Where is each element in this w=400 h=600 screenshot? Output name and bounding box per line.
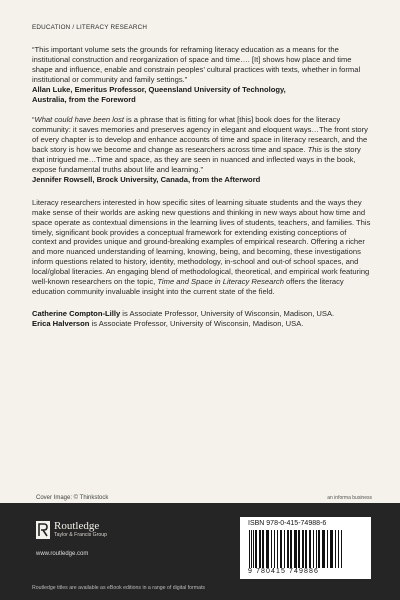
barcode-bar bbox=[335, 530, 336, 568]
barcode-bar bbox=[338, 530, 339, 568]
cover-image-credit: Cover Image: © Thinkstock bbox=[36, 495, 109, 501]
isbn-label: ISBN 978-0-415-74988-6 bbox=[248, 520, 327, 527]
isbn-barcode bbox=[240, 517, 371, 579]
barcode-bar bbox=[327, 530, 328, 568]
afterword-quote-title: What could have been lost bbox=[34, 115, 125, 125]
barcode-bar bbox=[284, 530, 285, 568]
foreword-attribution bbox=[32, 85, 372, 105]
barcode-bar bbox=[259, 530, 261, 568]
barcode-bar bbox=[271, 530, 272, 568]
publisher-name-block bbox=[54, 521, 107, 539]
book-description bbox=[32, 198, 372, 297]
barcode-bar bbox=[294, 530, 297, 568]
barcode-bar bbox=[266, 530, 269, 568]
publisher-website[interactable]: www.routledge.com bbox=[36, 551, 89, 557]
barcode-bar bbox=[290, 530, 292, 568]
barcode-bars bbox=[248, 530, 363, 568]
ebook-note: Routledge titles are available as eBook editions in a range of digital formats bbox=[32, 585, 206, 591]
description-part1: Literacy researchers interested in how specific sites of learning situate students and the ways they make sense of their worlds are asking new questions and thinking in new ways about how time and space operate as contextual dimensions in the learning lives of students, teachers, and families. This timely, significant book provides a conceptual framework for extending existing conceptions of context and provides unique and ground-breaking examples of empirical research. Offering a richer and more nuanced understanding of learning, knowing, being, and becoming, these investigations inform questions related to history, identity, methodology, in-school and out-of school spaces, and local/global literacies. An engaging blend of methodological, theoretical, and empirical work featuring well-known researchers on the topic, bbox=[32, 197, 371, 287]
barcode-bar bbox=[302, 530, 304, 568]
author-bio-text: is Associate Professor, University of Wisconsin, Madison, USA. bbox=[89, 318, 304, 328]
author-name: Catherine Compton-Lilly bbox=[32, 308, 121, 318]
description-book-title: Time and Space in Literacy Research bbox=[157, 277, 284, 287]
routledge-logo-icon bbox=[36, 521, 50, 539]
barcode-bar bbox=[251, 530, 252, 568]
barcode-bar bbox=[277, 530, 278, 568]
barcode-bar bbox=[249, 530, 250, 568]
barcode-bar bbox=[322, 530, 325, 568]
afterword-quote-this: This bbox=[307, 145, 322, 155]
afterword-attribution: Jennifer Rowsell, Brock University, Canada, from the Afterword bbox=[32, 174, 261, 184]
barcode-bar bbox=[313, 530, 314, 568]
back-cover-text bbox=[32, 24, 372, 329]
informa-tag: an informa business bbox=[327, 495, 372, 501]
barcode-bar bbox=[298, 530, 300, 568]
category-label: EDUCATION / LITERACY RESEARCH bbox=[32, 24, 148, 31]
foreword-attribution-line2: Australia, from the Foreword bbox=[32, 94, 136, 104]
barcode-bar bbox=[274, 530, 275, 568]
barcode-bar bbox=[287, 530, 289, 568]
afterword-quote-open: “ bbox=[32, 115, 35, 125]
publisher-group: Taylor & Francis Group bbox=[54, 532, 108, 538]
afterword-quote-part1: is a phrase that is fitting for what [this] book does for the literacy community: it saves memories and preserves agency in elegant and eloquent ways…The front story of every chapter is to develop and enhance accounts of time and space in literacy research, and the back story is how we become and change as researchers across time and space. bbox=[32, 115, 368, 155]
afterword-quote bbox=[32, 115, 372, 174]
barcode-bar bbox=[309, 530, 311, 568]
barcode-bar bbox=[262, 530, 264, 568]
foreword-quote: “This important volume sets the grounds for reframing literacy education as a means for the institutional construction and reorganization of space and time…. [It] shows how place and time shape and influence, enable and constrain peoples’ cultural practices with texts, whether in formal institutional or community and family settings.” bbox=[32, 45, 361, 84]
author-bio bbox=[32, 309, 372, 319]
cover-credit-row bbox=[36, 495, 372, 501]
publisher-name: Routledge bbox=[54, 520, 100, 532]
barcode-bar bbox=[318, 530, 320, 568]
barcode-bar bbox=[280, 530, 282, 568]
barcode-bar bbox=[316, 530, 317, 568]
author-bio-text: is Associate Professor, University of Wisconsin, Madison, USA. bbox=[120, 308, 335, 318]
barcode-bar bbox=[253, 530, 254, 568]
barcode-bar bbox=[255, 530, 257, 568]
afterword-quote-part2: is the story that intrigued me…Time and space, as they are seen in nuanced and inflected ways in the book, expose fundamental truths about life and learning.” bbox=[32, 145, 361, 174]
author-bio bbox=[32, 319, 372, 329]
author-name: Erica Halverson bbox=[32, 318, 90, 328]
publisher-footer bbox=[0, 503, 400, 600]
description-part2: offers the literacy education community invaluable insight into the current state of the field. bbox=[32, 277, 344, 296]
barcode-number: 9 780415 749886 bbox=[248, 568, 319, 575]
barcode-bar bbox=[341, 530, 342, 568]
publisher-block bbox=[36, 521, 107, 539]
barcode-bar bbox=[305, 530, 307, 568]
foreword-attribution-line1: Allan Luke, Emeritus Professor, Queensland University of Technology, bbox=[32, 84, 286, 94]
barcode-bar bbox=[330, 530, 333, 568]
